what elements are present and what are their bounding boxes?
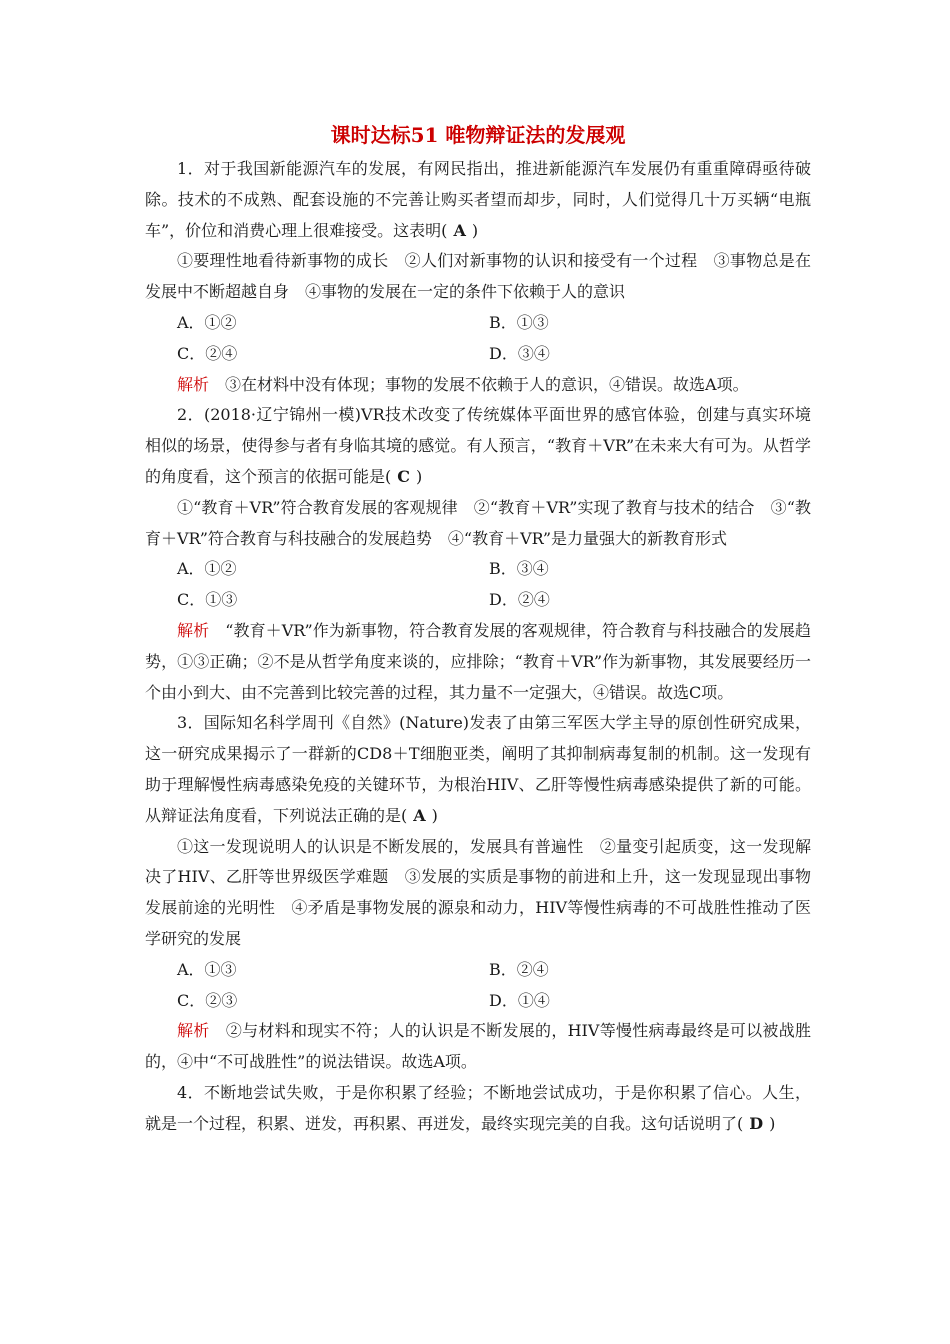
question-2: [145, 400, 811, 708]
question-4: [145, 1078, 811, 1140]
option-a: A．①③: [177, 959, 237, 979]
analysis: [145, 370, 811, 401]
analysis: [145, 616, 811, 708]
question-statements: ①要理性地看待新事物的成长 ②人们对新事物的认识和接受有一个过程 ③事物总是在发展中不断超越自身 ④事物的发展在一定的条件下依赖于人的意识: [145, 251, 811, 302]
stem-end: ): [471, 220, 479, 240]
option-a: A．①②: [177, 312, 237, 332]
analysis-label: 解析: [177, 374, 210, 394]
option-a: A．①②: [177, 559, 237, 579]
analysis-text: “教育＋VR”作为新事物，符合教育发展的客观规律，符合教育与科技融合的发展趋势，①③正确；②不是从哲学角度来谈的，应排除；“教育＋VR”作为新事物，其发展要经历一个由小到大、由不完善到比较完善的过程，其力量不一定强大，④错误。故选C项。: [145, 620, 811, 702]
stem-end: ): [415, 466, 423, 486]
option-row: [145, 585, 811, 616]
document-page: [145, 118, 811, 1140]
stem-text: 3．国际知名科学周刊《自然》(Nature)发表了由第三军医大学主导的原创性研究成果，这一研究成果揭示了一群新的CD8＋T细胞亚类，阐明了其抑制病毒复制的机制。这一发现有助于理解慢性病毒感染免疫的关键环节，为根治HIV、乙肝等慢性病毒感染提供了新的可能。从辩证法角度看，下列说法正确的是(: [145, 713, 811, 825]
question-statements: ①这一发现说明人的认识是不断发展的，发展具有普遍性 ②量变引起质变，这一发现解决了HIV、乙肝等世界级医学难题 ③发展的实质是事物的前进和上升，这一发现显现出事物发展前途的光明性 ④矛盾是事物发展的源泉和动力，HIV等慢性病毒的不可战胜性推动了医学研究的发展: [145, 836, 811, 948]
stem-end: ): [769, 1113, 776, 1133]
option-b: B．②④: [489, 959, 549, 979]
option-row: [145, 339, 811, 370]
stem-text: 1．对于我国新能源汽车的发展，有网民指出，推进新能源汽车发展仍有重重障碍亟待破除。技术的不成熟、配套设施的不完善让购买者望而却步，同时，人们觉得几十万买辆“电瓶车”，价位和消费心理上很难接受。这表明(: [145, 159, 811, 240]
question-3: [145, 708, 811, 1078]
question-stem: [145, 1078, 811, 1140]
option-d: D．③④: [489, 343, 550, 363]
option-b: B．③④: [489, 559, 549, 579]
document-title: 课时达标51 唯物辩证法的发展观: [330, 123, 626, 147]
answer-letter: A: [453, 220, 466, 240]
question-1: [145, 154, 811, 400]
option-c: C．②③: [177, 990, 238, 1010]
option-b: B．①③: [489, 312, 549, 332]
answer-letter: D: [749, 1113, 764, 1133]
question-stem: [145, 400, 811, 492]
stem-text: 2．(2018·辽宁锦州一模)VR技术改变了传统媒体平面世界的感官体验，创建与真实环境相似的场景，使得参与者有身临其境的感觉。有人预言，“教育＋VR”在未来大有可为。从哲学的角度看，这个预言的依据可能是(: [145, 405, 811, 486]
option-c: C．②④: [177, 343, 238, 363]
question-statements: ①“教育＋VR”符合教育发展的客观规律 ②“教育＋VR”实现了教育与技术的结合 ③“教育＋VR”符合教育与科技融合的发展趋势 ④“教育＋VR”是力量强大的新教育形式: [145, 497, 811, 548]
stem-text: 4．不断地尝试失败，于是你积累了经验；不断地尝试成功，于是你积累了信心。人生，就是一个过程，积累、迸发，再积累、再迸发，最终实现完美的自我。这句话说明了(: [145, 1082, 811, 1133]
question-stem: [145, 708, 811, 831]
option-row: [145, 554, 811, 585]
option-c: C．①③: [177, 590, 238, 610]
option-d: D．①④: [489, 990, 550, 1010]
answer-letter: C: [397, 466, 410, 486]
analysis: [145, 1016, 811, 1078]
option-row: [145, 308, 811, 339]
analysis-label: 解析: [177, 1021, 210, 1041]
option-d: D．②④: [489, 590, 550, 610]
answer-letter: A: [413, 805, 426, 825]
question-stem: [145, 154, 811, 246]
analysis-label: 解析: [177, 620, 210, 640]
option-row: [145, 955, 811, 986]
analysis-text: ③在材料中没有体现；事物的发展不依赖于人的意识，④错误。故选A项。: [225, 374, 749, 394]
analysis-text: ②与材料和现实不符；人的认识是不断发展的，HIV等慢性病毒最终是可以被战胜的，④中“不可战胜性”的说法错误。故选A项。: [145, 1021, 811, 1072]
option-row: [145, 986, 811, 1017]
stem-end: ): [431, 805, 438, 825]
